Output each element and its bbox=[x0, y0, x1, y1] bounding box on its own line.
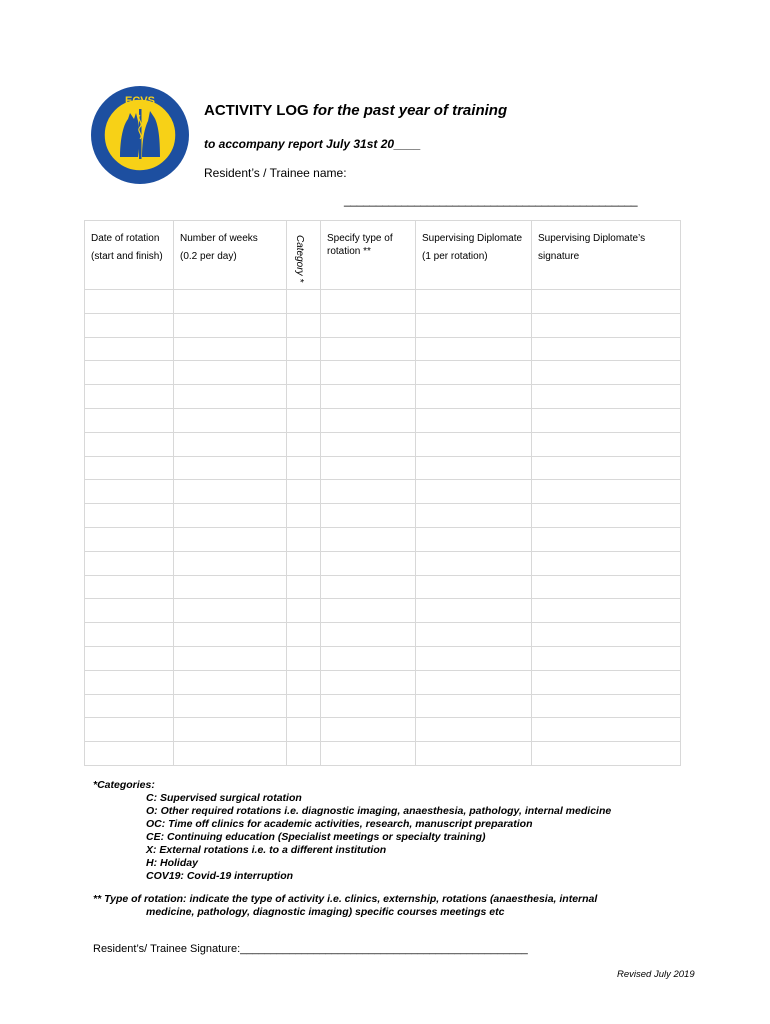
col-category: Category * bbox=[287, 221, 321, 290]
cell-signature[interactable] bbox=[532, 361, 681, 385]
table-row bbox=[85, 290, 681, 314]
cell-rotation-type[interactable] bbox=[321, 646, 416, 670]
cell-category[interactable] bbox=[287, 337, 321, 361]
cell-date[interactable] bbox=[85, 432, 174, 456]
cell-date[interactable] bbox=[85, 623, 174, 647]
cell-diplomate[interactable] bbox=[416, 742, 532, 766]
cell-rotation-type[interactable] bbox=[321, 456, 416, 480]
category-item: CE: Continuing education (Specialist meetings or specialty training) bbox=[146, 831, 486, 843]
cell-date[interactable] bbox=[85, 694, 174, 718]
table-row bbox=[85, 432, 681, 456]
table-row bbox=[85, 599, 681, 623]
note-line: medicine, pathology, diagnostic imaging) specific courses meetings etc bbox=[146, 906, 505, 918]
trainee-signature-field[interactable]: Resident’s/ Trainee Signature:_______________________________________________ bbox=[93, 943, 528, 955]
table-header-row bbox=[85, 221, 681, 290]
table-row bbox=[85, 408, 681, 432]
cell-weeks[interactable] bbox=[174, 361, 287, 385]
cell-category[interactable] bbox=[287, 694, 321, 718]
cell-weeks[interactable] bbox=[174, 742, 287, 766]
table-row bbox=[85, 646, 681, 670]
cell-diplomate[interactable] bbox=[416, 646, 532, 670]
cell-signature[interactable] bbox=[532, 456, 681, 480]
cell-signature[interactable] bbox=[532, 575, 681, 599]
cell-date[interactable] bbox=[85, 408, 174, 432]
category-item: C: Supervised surgical rotation bbox=[146, 792, 302, 804]
cell-diplomate[interactable] bbox=[416, 718, 532, 742]
cell-date[interactable] bbox=[85, 480, 174, 504]
cell-weeks[interactable] bbox=[174, 551, 287, 575]
cell-rotation-type[interactable] bbox=[321, 480, 416, 504]
cell-date[interactable] bbox=[85, 337, 174, 361]
cell-weeks[interactable] bbox=[174, 385, 287, 409]
cell-signature[interactable] bbox=[532, 337, 681, 361]
cell-weeks[interactable] bbox=[174, 313, 287, 337]
col-signature: Supervising Diplomate’s signature bbox=[532, 221, 681, 290]
cell-category[interactable] bbox=[287, 551, 321, 575]
cell-diplomate[interactable] bbox=[416, 480, 532, 504]
cell-category[interactable] bbox=[287, 385, 321, 409]
cell-category[interactable] bbox=[287, 623, 321, 647]
cell-signature[interactable] bbox=[532, 480, 681, 504]
cell-category[interactable] bbox=[287, 527, 321, 551]
cell-category[interactable] bbox=[287, 313, 321, 337]
activity-log-table bbox=[84, 220, 681, 766]
cell-date[interactable] bbox=[85, 670, 174, 694]
cell-date[interactable] bbox=[85, 385, 174, 409]
cell-category[interactable] bbox=[287, 361, 321, 385]
categories-heading: *Categories: bbox=[93, 779, 155, 791]
cell-rotation-type[interactable] bbox=[321, 742, 416, 766]
col-diplomate: Supervising Diplomate (1 per rotation) bbox=[416, 221, 532, 290]
cell-rotation-type[interactable] bbox=[321, 575, 416, 599]
cell-date[interactable] bbox=[85, 504, 174, 528]
cell-date[interactable] bbox=[85, 742, 174, 766]
cell-date[interactable] bbox=[85, 551, 174, 575]
cell-date[interactable] bbox=[85, 527, 174, 551]
page-title bbox=[204, 102, 507, 119]
cell-signature[interactable] bbox=[532, 623, 681, 647]
cell-diplomate[interactable] bbox=[416, 313, 532, 337]
cell-weeks[interactable] bbox=[174, 290, 287, 314]
cell-category[interactable] bbox=[287, 599, 321, 623]
cell-category[interactable] bbox=[287, 480, 321, 504]
cell-category[interactable] bbox=[287, 718, 321, 742]
cell-date[interactable] bbox=[85, 646, 174, 670]
cell-rotation-type[interactable] bbox=[321, 313, 416, 337]
cell-category[interactable] bbox=[287, 432, 321, 456]
table-row bbox=[85, 718, 681, 742]
cell-rotation-type[interactable] bbox=[321, 599, 416, 623]
table-row bbox=[85, 456, 681, 480]
table-row bbox=[85, 575, 681, 599]
trainee-name-field[interactable]: ______________________________________________ bbox=[344, 193, 638, 207]
cell-signature[interactable] bbox=[532, 527, 681, 551]
cell-signature[interactable] bbox=[532, 742, 681, 766]
cell-category[interactable] bbox=[287, 504, 321, 528]
cell-diplomate[interactable] bbox=[416, 599, 532, 623]
cell-rotation-type[interactable] bbox=[321, 718, 416, 742]
category-item: H: Holiday bbox=[146, 857, 198, 869]
cell-diplomate[interactable] bbox=[416, 385, 532, 409]
note-line: ** Type of rotation: indicate the type of activity i.e. clinics, externship, rotations (anaesthesia, internal bbox=[93, 893, 598, 905]
cell-signature[interactable] bbox=[532, 313, 681, 337]
table-row bbox=[85, 527, 681, 551]
cell-signature[interactable] bbox=[532, 718, 681, 742]
cell-category[interactable] bbox=[287, 575, 321, 599]
title-italic: for the past year of training bbox=[312, 102, 508, 119]
cell-weeks[interactable] bbox=[174, 718, 287, 742]
category-item: OC: Time off clinics for academic activities, research, manuscript preparation bbox=[146, 818, 533, 830]
cell-diplomate[interactable] bbox=[416, 551, 532, 575]
cell-rotation-type[interactable] bbox=[321, 504, 416, 528]
trainee-name-label: Resident’s / Trainee name: bbox=[204, 166, 347, 180]
cell-signature[interactable] bbox=[532, 599, 681, 623]
cell-category[interactable] bbox=[287, 646, 321, 670]
cell-weeks[interactable] bbox=[174, 337, 287, 361]
cell-rotation-type[interactable] bbox=[321, 337, 416, 361]
table-row bbox=[85, 742, 681, 766]
svg-text:ECVS: ECVS bbox=[125, 95, 155, 107]
cell-diplomate[interactable] bbox=[416, 432, 532, 456]
cell-rotation-type[interactable] bbox=[321, 408, 416, 432]
table-row bbox=[85, 361, 681, 385]
title-main: ACTIVITY LOG bbox=[204, 102, 313, 119]
cell-rotation-type[interactable] bbox=[321, 432, 416, 456]
col-date: Date of rotation (start and finish) bbox=[85, 221, 174, 290]
cell-category[interactable] bbox=[287, 742, 321, 766]
cell-category[interactable] bbox=[287, 290, 321, 314]
category-item: COV19: Covid-19 interruption bbox=[146, 870, 294, 882]
cell-signature[interactable] bbox=[532, 432, 681, 456]
cell-weeks[interactable] bbox=[174, 527, 287, 551]
cell-signature[interactable] bbox=[532, 408, 681, 432]
table-row bbox=[85, 385, 681, 409]
table-row bbox=[85, 313, 681, 337]
cell-rotation-type[interactable] bbox=[321, 551, 416, 575]
cell-date[interactable] bbox=[85, 290, 174, 314]
cell-weeks[interactable] bbox=[174, 670, 287, 694]
cell-category[interactable] bbox=[287, 408, 321, 432]
cell-rotation-type[interactable] bbox=[321, 670, 416, 694]
cell-diplomate[interactable] bbox=[416, 694, 532, 718]
cell-weeks[interactable] bbox=[174, 504, 287, 528]
cell-diplomate[interactable] bbox=[416, 456, 532, 480]
cell-date[interactable] bbox=[85, 456, 174, 480]
cell-date[interactable] bbox=[85, 361, 174, 385]
table-row bbox=[85, 694, 681, 718]
cell-rotation-type[interactable] bbox=[321, 290, 416, 314]
revision-date: Revised July 2019 bbox=[617, 969, 695, 980]
cell-diplomate[interactable] bbox=[416, 575, 532, 599]
cell-diplomate[interactable] bbox=[416, 361, 532, 385]
cell-date[interactable] bbox=[85, 599, 174, 623]
cell-diplomate[interactable] bbox=[416, 670, 532, 694]
cell-signature[interactable] bbox=[532, 504, 681, 528]
col-rotation-type: Specify type of rotation ** bbox=[321, 221, 416, 290]
cell-diplomate[interactable] bbox=[416, 623, 532, 647]
cell-category[interactable] bbox=[287, 456, 321, 480]
cell-diplomate[interactable] bbox=[416, 290, 532, 314]
cell-weeks[interactable] bbox=[174, 623, 287, 647]
cell-rotation-type[interactable] bbox=[321, 361, 416, 385]
cell-weeks[interactable] bbox=[174, 432, 287, 456]
cell-rotation-type[interactable] bbox=[321, 385, 416, 409]
cell-category[interactable] bbox=[287, 670, 321, 694]
table-row bbox=[85, 480, 681, 504]
cell-signature[interactable] bbox=[532, 290, 681, 314]
cell-weeks[interactable] bbox=[174, 599, 287, 623]
category-item: X: External rotations i.e. to a different institution bbox=[146, 844, 387, 856]
cell-weeks[interactable] bbox=[174, 408, 287, 432]
ecvs-logo bbox=[90, 85, 190, 185]
cell-signature[interactable] bbox=[532, 646, 681, 670]
cell-rotation-type[interactable] bbox=[321, 623, 416, 647]
rotation-type-note bbox=[93, 893, 673, 919]
cell-diplomate[interactable] bbox=[416, 408, 532, 432]
category-item: O: Other required rotations i.e. diagnostic imaging, anaesthesia, pathology, internal medicine bbox=[146, 805, 612, 817]
cell-signature[interactable] bbox=[532, 551, 681, 575]
table-row bbox=[85, 551, 681, 575]
table-row bbox=[85, 670, 681, 694]
table-row bbox=[85, 623, 681, 647]
cell-weeks[interactable] bbox=[174, 480, 287, 504]
cell-weeks[interactable] bbox=[174, 694, 287, 718]
cell-diplomate[interactable] bbox=[416, 504, 532, 528]
cell-date[interactable] bbox=[85, 575, 174, 599]
page-subtitle: to accompany report July 31st 20____ bbox=[204, 137, 421, 151]
table-row bbox=[85, 337, 681, 361]
cell-date[interactable] bbox=[85, 313, 174, 337]
cell-weeks[interactable] bbox=[174, 456, 287, 480]
cell-signature[interactable] bbox=[532, 385, 681, 409]
categories-legend bbox=[93, 779, 611, 883]
cell-signature[interactable] bbox=[532, 670, 681, 694]
cell-rotation-type[interactable] bbox=[321, 527, 416, 551]
cell-signature[interactable] bbox=[532, 694, 681, 718]
cell-weeks[interactable] bbox=[174, 575, 287, 599]
cell-diplomate[interactable] bbox=[416, 337, 532, 361]
cell-diplomate[interactable] bbox=[416, 527, 532, 551]
col-weeks: Number of weeks (0.2 per day) bbox=[174, 221, 287, 290]
table-row bbox=[85, 504, 681, 528]
cell-rotation-type[interactable] bbox=[321, 694, 416, 718]
cell-date[interactable] bbox=[85, 718, 174, 742]
cell-weeks[interactable] bbox=[174, 646, 287, 670]
